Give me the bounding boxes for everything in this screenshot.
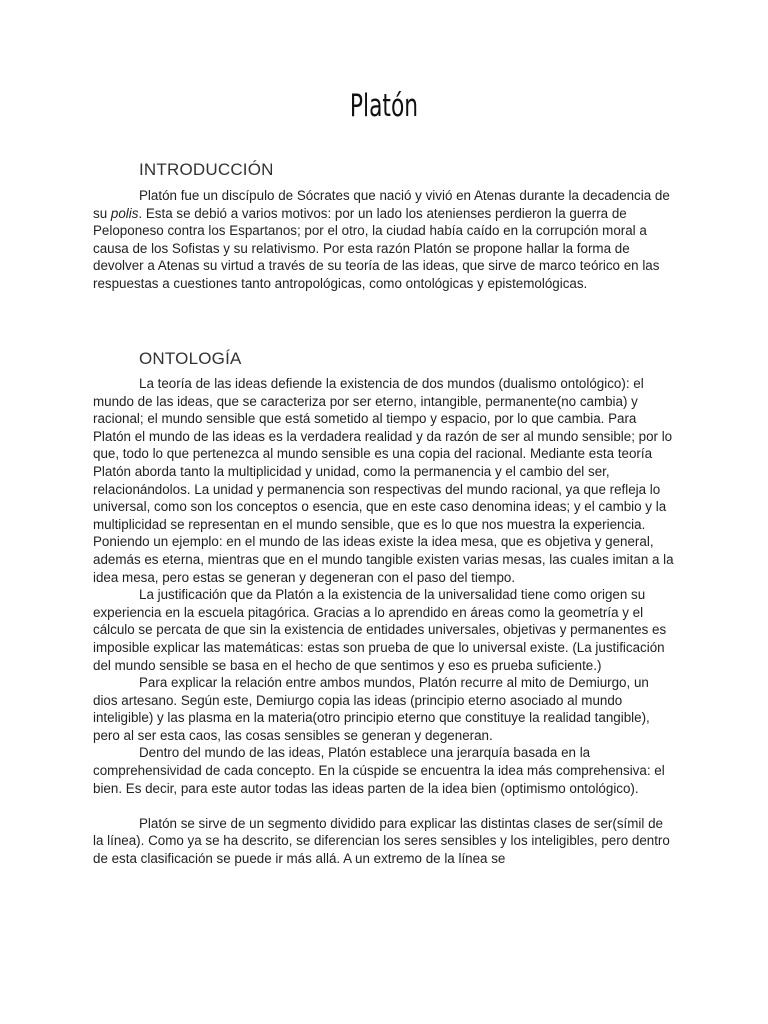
paragraph-text: Platón fue un discípulo de Sócrates que nació y vivió en Atenas durante la decadencia de su — [93, 188, 670, 221]
section-body-introduccion — [93, 187, 675, 293]
section-heading-introduccion: INTRODUCCIÓN — [139, 160, 274, 179]
page-title: Platón — [349, 88, 419, 124]
paragraph: La justificación que da Platón a la existencia de la universalidad tiene como origen su experiencia en la escuela pitagórica. Gracias a lo aprendido en áreas como la geometría y el cálculo se percata de que sin la existencia de entidades universales, objetivas y permanentes es imposible explicar las matemáticas: estas son prueba de que lo universal existe. (La justificación del mundo sensible se basa en el hecho de que sentimos y eso es prueba suficiente.) — [93, 587, 667, 673]
section-body-ontologia — [93, 375, 675, 868]
paragraph: Dentro del mundo de las ideas, Platón establece una jerarquía basada en la comprehensividad de cada concepto. En la cúspide se encuentra la idea más comprehensiva: el bien. Es decir, para este autor todas las ideas parten de la idea bien (optimismo ontológico). — [93, 745, 665, 796]
section-heading-ontologia: ONTOLOGÍA — [139, 349, 242, 368]
paragraph: Platón se sirve de un segmento dividido para explicar las distintas clases de ser(símil de la línea). Como ya se ha descrito, se diferencian los seres sensibles y los inteligibles, pero dentro de esta clasificación se puede ir más allá. A un extremo de la línea se — [93, 815, 670, 867]
paragraph — [93, 187, 675, 293]
paragraph-text: . Esta se debió a varios motivos: por un lado los atenienses perdieron la guerra de Peloponeso contra los Espartanos; por el otro, la ciudad había caído en la corrupción moral a causa de los Sofistas y su relativismo. Por esta razón Platón se propone hallar la forma de devolver a Atenas su virtud a través de su teoría de las ideas, que sirve de marco teórico en las respuestas a cuestiones tanto antropológicas, como ontológicas y epistemológicas. — [93, 205, 660, 291]
paragraph: Para explicar la relación entre ambos mundos, Platón recurre al mito de Demiurgo, un dios artesano. Según este, Demiurgo copia las ideas (principio eterno asociado al mundo inteligible) y las plasma en la materia(otro principio eterno que constituye la realidad tangible), pero al ser esta caos, las cosas sensibles se generan y degeneran. — [93, 675, 650, 743]
paragraph: La teoría de las ideas defiende la existencia de dos mundos (dualismo ontológico): el mundo de las ideas, que se caracteriza por ser eterno, intangible, permanente(no cambia) y racional; el mundo sensible que está sometido al tiempo y espacio, por lo que cambia. Para Platón el mundo de las ideas es la verdadera realidad y da razón de ser al mundo sensible; por lo que, todo lo que pertenezca al mundo sensible es una copia del racional. Mediante esta teoría Platón aborda tanto la multiplicidad y unidad, como la permanencia y el cambio del ser, relacionándolos. La unidad y permanencia son respectivas del mundo racional, ya que refleja lo universal, como son los conceptos o esencia, que en este caso denomina ideas; y el cambio y la multiplicidad se representan en el mundo sensible, que es lo que nos muestra la experiencia. Poniendo un ejemplo: en el mundo de las ideas existe la idea mesa, que es objetiva y general, además es eterna, mientras que en el mundo tangible existen varias mesas, las cuales imitan a la idea mesa, pero estas se generan y degeneran con el paso del tiempo. — [93, 376, 674, 585]
paragraph-italic-text: polis — [110, 205, 139, 221]
